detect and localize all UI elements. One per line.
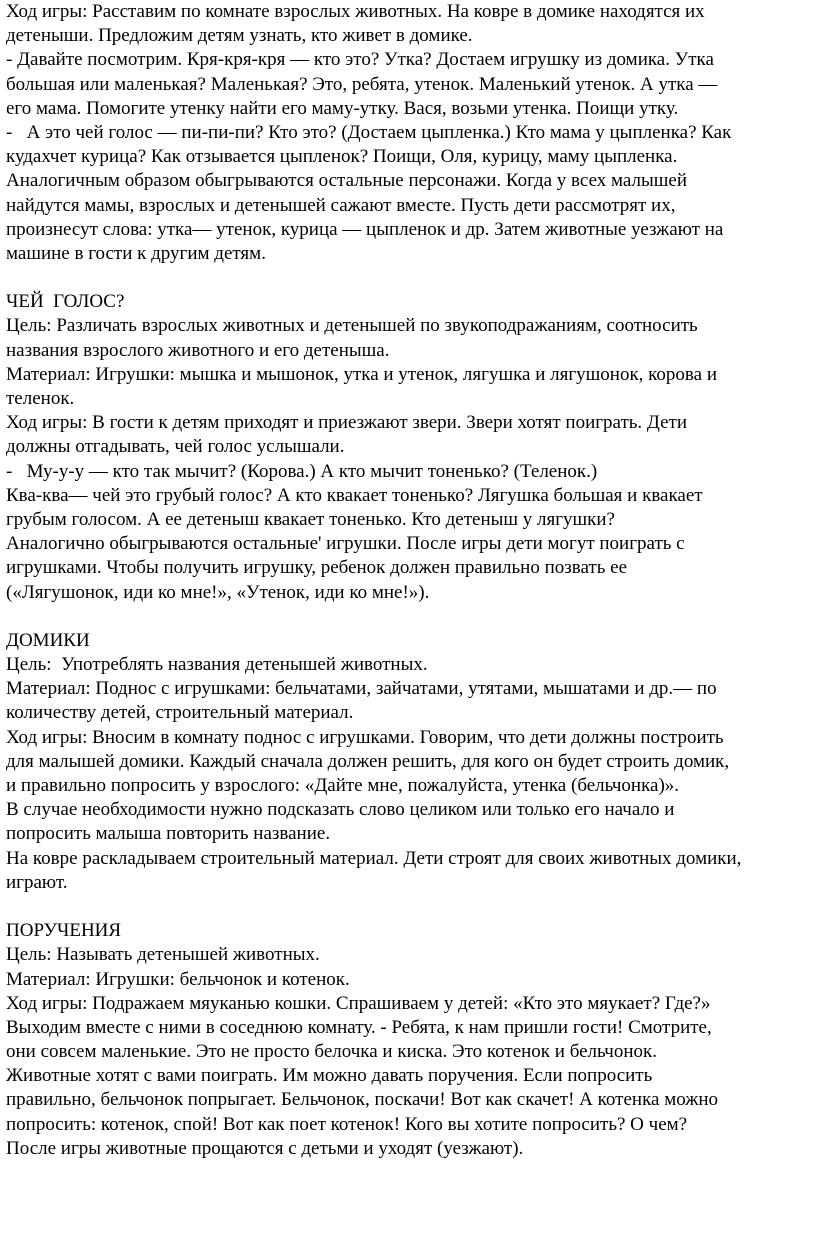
text-line: Ход игры: Расставим по комнате взрослых животных. На ковре в домике находятся их: [6, 1, 705, 22]
section-spacer: [6, 266, 814, 290]
text-line: детеныши. Предложим детям узнать, кто живет в домике.: [6, 25, 473, 47]
text-line: названия взрослого животного и его детеныша.: [6, 339, 390, 361]
text-line: Аналогичным образом обыгрываются остальные персонажи. Когда у всех малышей: [6, 170, 687, 192]
text-line: («Лягушонок, иди ко мне!», «Утенок, иди ко мне!»).: [6, 581, 430, 603]
text-line: Животные хотят с вами поиграть. Им можно давать поручения. Если попросить: [6, 1065, 653, 1087]
text-line: Ход игры: Подражаем мяуканью кошки. Спрашиваем у детей: «Кто это мяукает? Где?»: [6, 992, 711, 1014]
text-line: Цель: Употреблять названия детенышей животных.: [6, 654, 428, 676]
text-line: - Давайте посмотрим. Кря-кря-кря — кто это? Утка? Достаем игрушку из домика. Утка: [6, 49, 714, 71]
text-line: играют.: [6, 871, 68, 893]
text-line: количеству детей, строительный материал.: [6, 702, 354, 724]
text-line: теленок.: [6, 388, 75, 409]
section-heading: ПОРУЧЕНИЯ: [6, 920, 122, 942]
text-line: Материал: Игрушки: бельчонок и котенок.: [6, 968, 350, 990]
text-line: Материал: Поднос с игрушками: бельчатами, зайчатами, утятами, мышатами и др.— по: [6, 678, 717, 700]
text-line: его мама. Помогите утенку найти его маму-утку. Вася, возьми утенка. Поищи утку.: [6, 97, 679, 119]
section-heading: ДОМИКИ: [6, 629, 90, 651]
text-line: должны отгадывать, чей голос услышали.: [6, 436, 345, 458]
text-line: кудахчет курица? Как отзывается цыпленок? Поищи, Оля, курицу, маму цыпленка.: [6, 146, 678, 168]
text-line: Аналогично обыгрываются остальные' игрушки. После игры дети могут поиграть с: [6, 533, 685, 555]
text-line: Материал: Игрушки: мышка и мышонок, утка и утенок, лягушка и лягушонок, корова и: [6, 363, 718, 385]
text-line: они совсем маленькие. Это не просто белочка и киска. Это котенок и бельчонок.: [6, 1041, 657, 1063]
text-line: попросить малыша повторить название.: [6, 823, 331, 845]
text-line: правильно, бельчонок попрыгает. Бельчонок, поскачи! Вот как скачет! А котенка можно: [6, 1089, 719, 1111]
text-line: Ход игры: Вносим в комнату поднос с игрушками. Говорим, что дети должны построить: [6, 726, 724, 748]
text-line: большая или маленькая? Маленькая? Это, ребята, утенок. Маленький утенок. А утка —: [6, 73, 718, 95]
text-line: На ковре раскладываем строительный материал. Дети строят для своих животных домики,: [6, 847, 742, 869]
text-line: - А это чей голос — пи-пи-пи? Кто это? (Достаем цыпленка.) Кто мама у цыпленка? Как: [6, 121, 732, 143]
text-line: произнесут слова: утка— утенок, курица — цыпленок и др. Затем животные уезжают на: [6, 218, 724, 240]
text-line: попросить: котенок, спой! Вот как поет котенок! Кого вы хотите попросить? О чем?: [6, 1113, 688, 1135]
text-line: Цель: Различать взрослых животных и детенышей по звукоподражаниям, соотносить: [6, 315, 698, 337]
text-line: игрушками. Чтобы получить игрушку, ребенок должен правильно позвать ее: [6, 557, 628, 579]
text-line: Выходим вместе с ними в соседнюю комнату. - Ребята, к нам пришли гости! Смотрите,: [6, 1016, 712, 1038]
text-line: для малышей домики. Каждый сначала должен решить, для кого он будет строить домик,: [6, 750, 730, 772]
section-spacer: [6, 605, 814, 629]
text-line: Ход игры: В гости к детям приходят и приезжают звери. Звери хотят поиграть. Дети: [6, 412, 688, 434]
text-line: В случае необходимости нужно подсказать слово целиком или только его начало и: [6, 799, 675, 821]
text-line: - Му-у-у — кто так мычит? (Корова.) А кто мычит тоненько? (Теленок.): [6, 460, 598, 482]
text-line: найдутся мамы, взрослых и детенышей сажают вместе. Пусть дети рассмотрят их,: [6, 194, 676, 216]
text-line: и правильно попросить у взрослого: «Дайте мне, пожалуйста, утенка (бельчонка)».: [6, 775, 680, 796]
section-1: [6, 0, 814, 266]
text-line: После игры животные прощаются с детьми и уходят (уезжают).: [6, 1137, 524, 1159]
section-3: [6, 629, 814, 895]
section-heading: ЧЕЙ ГОЛОС?: [6, 291, 125, 313]
text-line: грубым голосом. А ее детеныш квакает тоненько. Кто детеныш у лягушки?: [6, 508, 615, 530]
text-line: Цель: Называть детенышей животных.: [6, 944, 320, 966]
section-4: [6, 919, 814, 1161]
text-line: Ква-ква— чей это грубый голос? А кто квакает тоненько? Лягушка большая и квакает: [6, 484, 703, 506]
text-line: машине в гости к другим детям.: [6, 242, 266, 264]
document-page: [6, 0, 814, 1161]
section-spacer: [6, 895, 814, 919]
section-2: [6, 290, 814, 604]
